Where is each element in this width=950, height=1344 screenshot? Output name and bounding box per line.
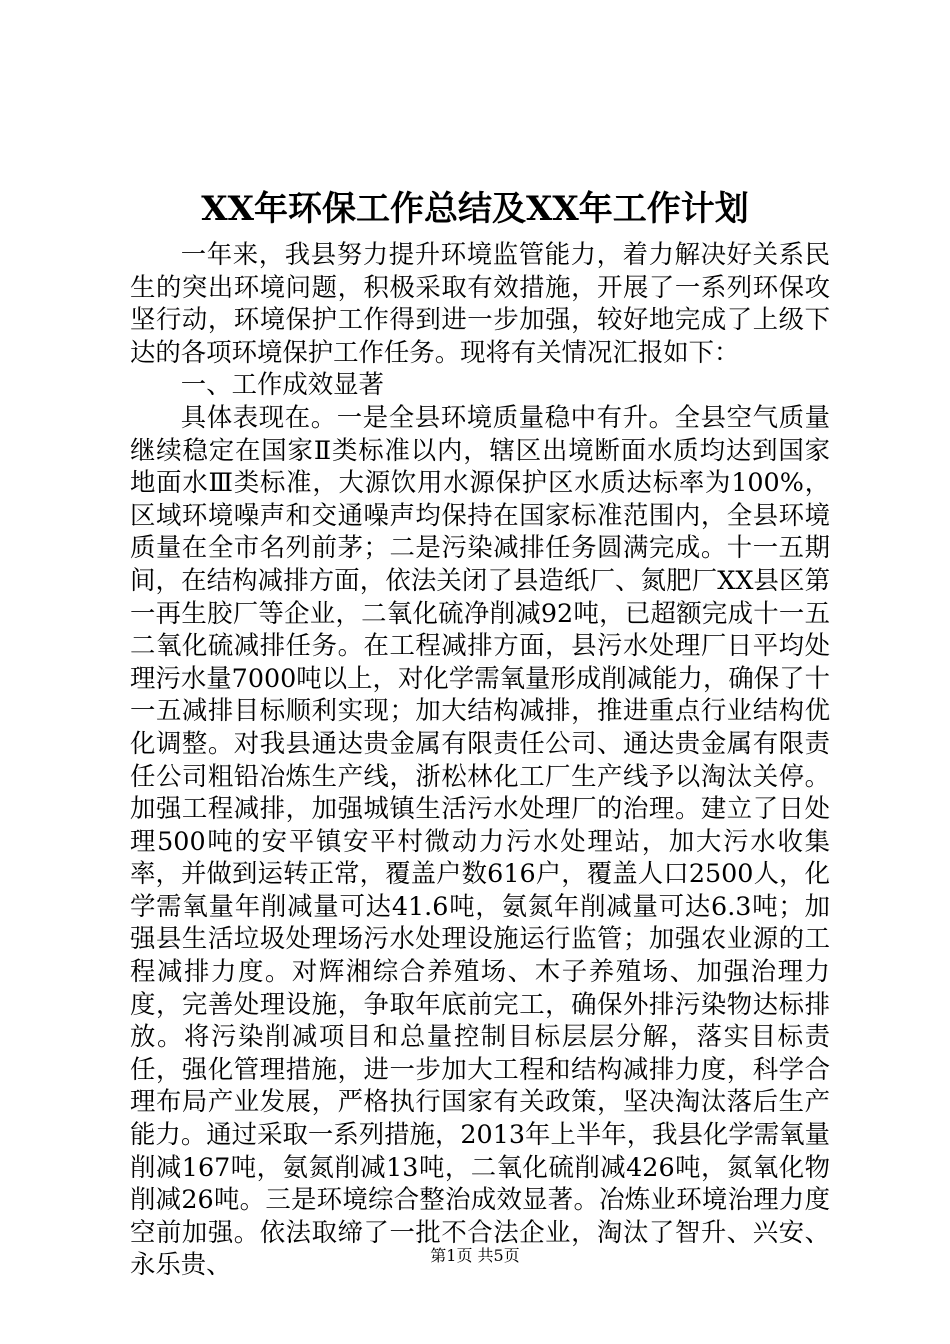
page-footer: 第1页 共5页 [430, 1246, 520, 1265]
intro-paragraph: 一年来，我县努力提升环境监管能力，着力解决好关系民生的突出环境问题，积极采取有效措施，开展了一系列环保攻坚行动，环境保护工作得到进一步加强，较好地完成了上级下达的各项环境保护工作任务。现将有关情况汇报如下： [130, 239, 830, 367]
content-paragraph: 具体表现在。一是全县环境质量稳中有升。全县空气质量继续稳定在国家Ⅱ类标准以内，辖区出境断面水质均达到国家地面水Ⅲ类标准，大源饮用水源保护区水质达标率为100%，区域环境噪声和交通噪声均保持在国家标准范围内，全县环境质量在全市名列前茅；二是污染减排任务圆满完成。十一五期间，在结构减排方面，依法关闭了县造纸厂、氮肥厂XX县区第一再生胶厂等企业，二氧化硫净削减92吨，已超额完成十一五二氧化硫减排任务。在工程减排方面，县污水处理厂日平均处理污水量7000吨以上，对化学需氧量形成削减能力，确保了十一五减排目标顺利实现；加大结构减排，推进重点行业结构优化调整。对我县通达贵金属有限责任公司、通达贵金属有限责任公司粗铅冶炼生产线，浙松林化工厂生产线予以淘汰关停。加强工程减排，加强城镇生活污水处理厂的治理。建立了日处理500吨的安平镇安平村微动力污水处理站，加大污水收集率，并做到运转正常，覆盖户数616户，覆盖人口2500人，化学需氧量年削减量可达41.6吨，氨氮年削减量可达6.3吨；加强县生活垃圾处理场污水处理设施运行监管；加强农业源的工程减排力度。对辉湘综合养殖场、木子养殖场、加强治理力度，完善处理设施，争取年底前完工，确保外排污染物达标排放。将污染削减项目和总量控制目标层层分解，落实目标责任，强化管理措施，进一步加大工程和结构减排力度，科学合理布局产业发展，严格执行国家有关政策，坚决淘汰落后生产能力。通过采取一系列措施，2013年上半年，我县化学需氧量削减167吨，氨氮削减13吨，二氧化硫削减426吨，氮氧化物削减26吨。三是环境综合整治成效显著。冶炼业环境治理力度空前加强。依法取缔了一批不合法企业，淘汰了智升、兴安、永乐贵、 [130, 401, 830, 1280]
section-heading: 一、工作成效显著 [180, 369, 384, 400]
document-title: XX年环保工作总结及XX年工作计划 [201, 189, 749, 229]
document-body [130, 238, 830, 1281]
